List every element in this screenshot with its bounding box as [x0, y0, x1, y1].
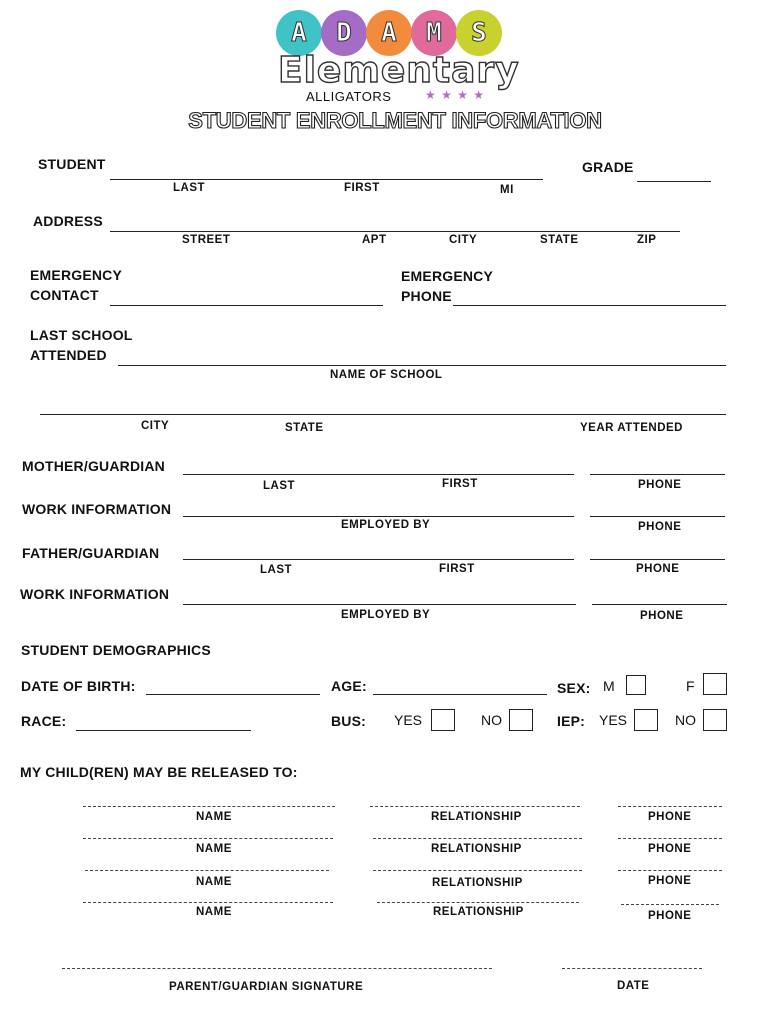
mother-name-field[interactable]	[183, 474, 574, 475]
address-city-caption: CITY	[449, 234, 478, 246]
release-name-field-2[interactable]	[83, 838, 333, 839]
student-name-field[interactable]	[110, 179, 543, 180]
emergency-phone-label-line1: EMERGENCY	[401, 268, 494, 284]
father-last-caption: LAST	[260, 564, 293, 576]
release-relationship-caption-4: RELATIONSHIP	[433, 906, 524, 918]
mother-work-phone-field[interactable]	[590, 516, 725, 517]
release-phone-caption-4: PHONE	[648, 910, 692, 922]
school-state-caption: STATE	[285, 422, 324, 434]
release-name-field-1[interactable]	[83, 806, 335, 807]
release-name-caption-4: NAME	[196, 906, 232, 918]
age-field[interactable]	[373, 694, 547, 695]
logo-circle-a1: A	[276, 10, 322, 56]
bus-label: BUS:	[331, 713, 367, 729]
release-relationship-caption-1: RELATIONSHIP	[431, 811, 522, 823]
sex-f-label: F	[686, 678, 695, 694]
sex-m-checkbox[interactable]	[626, 675, 646, 695]
mother-work-phone-caption: PHONE	[638, 521, 682, 533]
signature-date-caption: DATE	[617, 980, 650, 992]
mother-phone-caption: PHONE	[638, 479, 682, 491]
sex-label: SEX:	[557, 680, 591, 696]
signature-field[interactable]	[62, 968, 492, 969]
release-phone-field-4[interactable]	[621, 904, 719, 905]
father-employed-caption: EMPLOYED BY	[341, 609, 431, 621]
father-name-field[interactable]	[183, 559, 574, 560]
mother-employer-field[interactable]	[183, 516, 574, 517]
father-work-phone-field[interactable]	[592, 604, 727, 605]
iep-no-checkbox[interactable]	[703, 709, 727, 731]
school-location-field[interactable]	[40, 414, 726, 415]
signature-caption: PARENT/GUARDIAN SIGNATURE	[169, 981, 364, 993]
emergency-contact-label	[30, 265, 122, 305]
last-school-label	[30, 325, 133, 365]
logo-stars-icon: ★ ★ ★ ★	[425, 88, 486, 102]
race-label: RACE:	[21, 713, 67, 729]
school-year-caption: YEAR ATTENDED	[580, 422, 683, 434]
father-phone-field[interactable]	[590, 559, 725, 560]
student-mi-caption: MI	[500, 184, 514, 196]
father-first-caption: FIRST	[439, 563, 475, 575]
logo-elementary-text: Elementary	[278, 50, 520, 91]
iep-yes-label: YES	[599, 712, 628, 728]
release-heading: MY CHILD(REN) MAY BE RELEASED TO:	[20, 764, 298, 780]
race-field[interactable]	[76, 730, 251, 731]
release-phone-field-1[interactable]	[618, 806, 722, 807]
emergency-contact-field[interactable]	[110, 305, 383, 306]
logo-circle-a2: A	[366, 10, 412, 56]
emergency-contact-label-line1: EMERGENCY	[30, 267, 123, 283]
logo-circle-d: D	[321, 10, 367, 56]
release-relationship-field-3[interactable]	[373, 870, 582, 871]
release-name-field-3[interactable]	[85, 870, 329, 871]
mother-last-caption: LAST	[263, 480, 296, 492]
emergency-phone-label	[401, 266, 493, 306]
release-phone-caption-3: PHONE	[648, 875, 692, 887]
release-relationship-caption-3: RELATIONSHIP	[432, 877, 523, 889]
bus-yes-checkbox[interactable]	[431, 709, 455, 731]
release-name-caption-1: NAME	[196, 811, 232, 823]
school-name-caption: NAME OF SCHOOL	[330, 369, 443, 381]
release-phone-caption-2: PHONE	[648, 843, 692, 855]
release-phone-field-3[interactable]	[618, 870, 722, 871]
address-apt-caption: APT	[362, 234, 387, 246]
mother-guardian-label: MOTHER/GUARDIAN	[22, 458, 165, 474]
release-phone-field-2[interactable]	[618, 838, 722, 839]
address-zip-caption: ZIP	[637, 234, 657, 246]
address-field[interactable]	[110, 231, 680, 232]
father-work-phone-caption: PHONE	[640, 610, 684, 622]
bus-yes-label: YES	[394, 712, 423, 728]
release-relationship-caption-2: RELATIONSHIP	[431, 843, 522, 855]
last-school-label-line2: ATTENDED	[30, 347, 107, 363]
age-label: AGE:	[331, 678, 367, 694]
release-relationship-field-1[interactable]	[370, 806, 580, 807]
signature-date-field[interactable]	[562, 968, 702, 969]
father-employer-field[interactable]	[183, 604, 576, 605]
grade-field[interactable]	[637, 181, 711, 182]
bus-no-checkbox[interactable]	[509, 709, 533, 731]
demographics-heading: STUDENT DEMOGRAPHICS	[21, 642, 211, 658]
dob-field[interactable]	[146, 694, 320, 695]
emergency-contact-label-line2: CONTACT	[30, 287, 99, 303]
father-guardian-label: FATHER/GUARDIAN	[22, 545, 160, 561]
student-first-caption: FIRST	[344, 182, 380, 194]
iep-yes-checkbox[interactable]	[634, 709, 658, 731]
student-label: STUDENT	[38, 156, 106, 172]
student-last-caption: LAST	[173, 182, 206, 194]
page-title: STUDENT ENROLLMENT INFORMATION	[188, 108, 602, 133]
release-name-caption-2: NAME	[196, 843, 232, 855]
address-state-caption: STATE	[540, 234, 579, 246]
mother-phone-field[interactable]	[590, 474, 725, 475]
mother-first-caption: FIRST	[442, 478, 478, 490]
father-phone-caption: PHONE	[636, 563, 680, 575]
release-phone-caption-1: PHONE	[648, 811, 692, 823]
last-school-label-line1: LAST SCHOOL	[30, 327, 133, 343]
grade-label: GRADE	[582, 159, 634, 175]
release-name-field-4[interactable]	[83, 902, 333, 903]
release-relationship-field-4[interactable]	[377, 902, 579, 903]
school-city-caption: CITY	[141, 420, 170, 432]
release-relationship-field-2[interactable]	[373, 838, 582, 839]
father-work-label: WORK INFORMATION	[20, 586, 170, 602]
logo-circle-m: M	[411, 10, 457, 56]
mother-work-label: WORK INFORMATION	[22, 501, 172, 517]
iep-no-label: NO	[675, 712, 696, 728]
logo-tagline: ALLIGATORS	[306, 89, 392, 104]
sex-f-checkbox[interactable]	[703, 673, 727, 695]
sex-m-label: M	[603, 678, 615, 694]
emergency-phone-field[interactable]	[453, 305, 726, 306]
school-name-field[interactable]	[118, 365, 726, 366]
iep-label: IEP:	[557, 713, 586, 729]
mother-employed-caption: EMPLOYED BY	[341, 519, 431, 531]
address-street-caption: STREET	[182, 234, 231, 246]
bus-no-label: NO	[481, 712, 502, 728]
address-label: ADDRESS	[33, 213, 103, 229]
logo-circle-s: S	[456, 10, 502, 56]
release-name-caption-3: NAME	[196, 876, 232, 888]
emergency-phone-label-line2: PHONE	[401, 288, 452, 304]
dob-label: DATE OF BIRTH:	[21, 678, 136, 694]
